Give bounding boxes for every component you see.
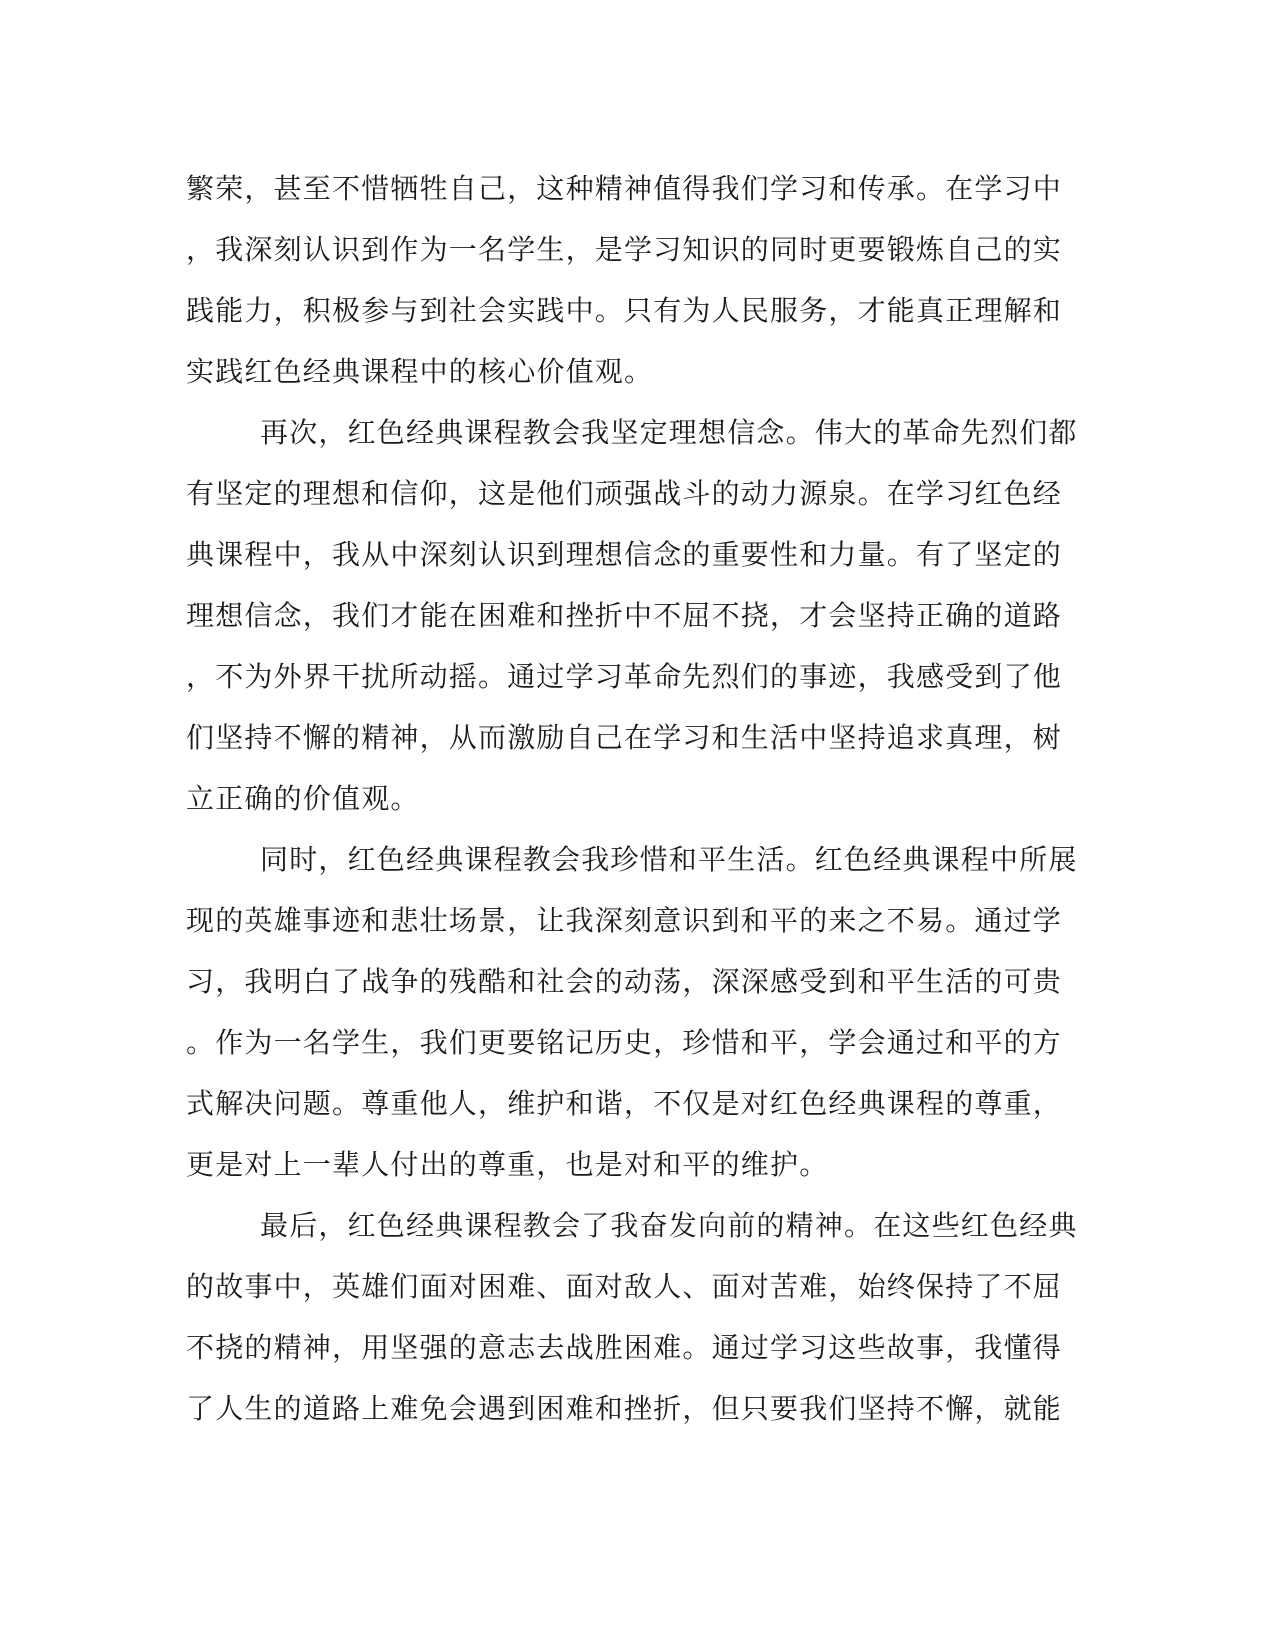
text-line: 践能力，积极参与到社会实践中。只有为人民服务，才能真正理解和 bbox=[186, 294, 1063, 327]
text-line: ，不为外界干扰所动摇。通过学习革命先烈们的事迹，我感受到了他 bbox=[186, 660, 1063, 693]
text-line: 更是对上一辈人付出的尊重，也是对和平的维护。 bbox=[186, 1148, 829, 1181]
text-line: 式解决问题。尊重他人，维护和谐，不仅是对红色经典课程的尊重， bbox=[186, 1087, 1063, 1120]
text-line: 。作为一名学生，我们更要铭记历史，珍惜和平，学会通过和平的方 bbox=[186, 1026, 1063, 1059]
text-line: 习，我明白了战争的残酷和社会的动荡，深深感受到和平生活的可贵 bbox=[186, 965, 1063, 998]
text-line: 们坚持不懈的精神，从而激励自己在学习和生活中坚持追求真理，树 bbox=[186, 721, 1063, 754]
text-line: 繁荣，甚至不惜牺牲自己，这种精神值得我们学习和传承。在学习中 bbox=[186, 172, 1063, 205]
text-line: ，我深刻认识到作为一名学生，是学习知识的同时更要锻炼自己的实 bbox=[186, 233, 1063, 266]
text-line: 立正确的价值观。 bbox=[186, 782, 420, 815]
document-body bbox=[186, 158, 1078, 1439]
text-line: 的故事中，英雄们面对困难、面对敌人、面对苦难，始终保持了不屈 bbox=[186, 1270, 1063, 1303]
paragraph-first-line: 最后，红色经典课程教会了我奋发向前的精神。在这些红色经典 bbox=[260, 1209, 1078, 1242]
text-line: 现的英雄事迹和悲壮场景，让我深刻意识到和平的来之不易。通过学 bbox=[186, 904, 1063, 937]
text-line: 典课程中，我从中深刻认识到理想信念的重要性和力量。有了坚定的 bbox=[186, 538, 1063, 571]
paragraph-first-line: 同时，红色经典课程教会我珍惜和平生活。红色经典课程中所展 bbox=[260, 843, 1078, 876]
paragraph-first-line: 再次，红色经典课程教会我坚定理想信念。伟大的革命先烈们都 bbox=[260, 416, 1078, 449]
text-line: 有坚定的理想和信仰，这是他们顽强战斗的动力源泉。在学习红色经 bbox=[186, 477, 1063, 510]
text-line: 不挠的精神，用坚强的意志去战胜困难。通过学习这些故事，我懂得 bbox=[186, 1331, 1063, 1364]
text-line: 实践红色经典课程中的核心价值观。 bbox=[186, 355, 654, 388]
text-line: 理想信念，我们才能在困难和挫折中不屈不挠，才会坚持正确的道路 bbox=[186, 599, 1063, 632]
text-line: 了人生的道路上难免会遇到困难和挫折，但只要我们坚持不懈，就能 bbox=[186, 1392, 1063, 1425]
